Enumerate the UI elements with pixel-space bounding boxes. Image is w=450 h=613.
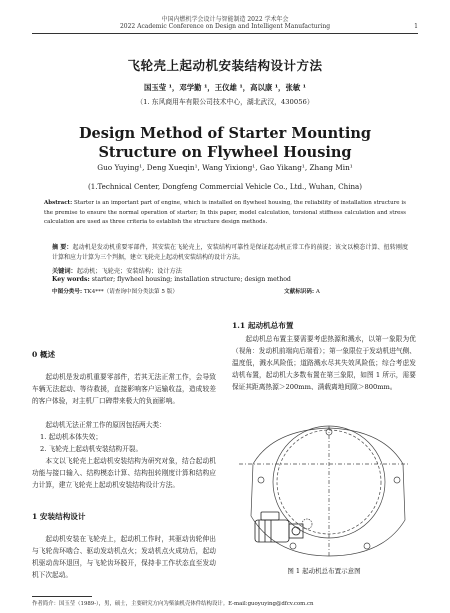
keywords-en-label: Key words:: [52, 276, 90, 283]
section-heading: 1 安装结构设计: [32, 512, 86, 521]
section-1-paragraph-1: 起动机安装在飞轮壳上，起动机工作时，其驱动齿轮伸出与飞轮齿环啮合、驱动发动机点火；发动机点火成功后，起动机驱动齿环退回，与飞轮齿环脱开，保持非工作状态直至发动机下次起动。: [32, 535, 216, 579]
section-1-heading: [32, 511, 216, 524]
section-1-1-paragraph-1: 起动机总布置主要需要考虑热源和溅水，以第一象限为优（视角：发动机前端向后端看）；第一象限位于发动机进气侧、温度低，溅水风险低；道路溅水尽其失效风险低；综合考虑发动机布置，起动机大多数布置在第三象限，如图 1 所示，需要保证其距离热源＞200mm、满载离地间隙＞800mm。: [232, 335, 416, 391]
abstract-en-text: Starter is an important part of engine, which is installed on flywheel housing, the reliability of installation structure is the premise to ensure the normal operation of starter; In this paper, model calculation, torsional stiffness calculation and stress calculation are used as three criteria to establish the structure design methods.: [44, 200, 406, 226]
footnote-rule: [32, 596, 92, 597]
document-code: [284, 287, 424, 295]
paper-title-en: Design Method of Starter Mounting Structure on Flywheel Housing: [78, 125, 372, 161]
abstract-cn-text: 起动机是发动机重要零部件，其安装在飞轮壳上，安装结构可靠性是保证起动机正常工作的前提；该文以模态计算、扭转刚度计算和应力计算为三个判据，建立飞轮壳上起动机安装结构的设计方法。: [52, 244, 408, 261]
header-rule: [32, 33, 418, 34]
section-1-1-heading: [232, 320, 416, 333]
section-0-list-item-1: 1. 起动机本体失效；: [40, 433, 103, 441]
abstract-cn-label: 摘 要：: [52, 244, 73, 251]
bolt-hole: [394, 477, 400, 483]
page-number: 1: [414, 23, 418, 30]
affiliation-en: (1.Technical Center, Dongfeng Commercial Vehicle Co., Ltd., Wuhan, China): [87, 182, 363, 191]
keywords-cn-text: 起动机；飞轮壳；安装结构；设计方法: [76, 268, 182, 275]
abstract-cn: [52, 243, 408, 262]
clc-label: 中图分类号:: [52, 289, 83, 295]
clc-number: [52, 287, 262, 295]
section-heading: 0 概述: [32, 350, 56, 359]
figure-1-starter-layout: [233, 424, 415, 560]
authors-en: Guo Yuying¹, Deng Xueqin¹, Wang Yixiong¹, Gao Yikang¹, Zhang Min¹: [97, 163, 353, 172]
figure-1-caption: 图 1 起动机总布置示意图: [287, 567, 361, 575]
abstract-en-label: Abstract:: [44, 200, 73, 206]
keywords-en-text: starter; flywheel housing; installation structure; design method: [89, 276, 291, 283]
author-footnote: 作者简介：国玉莹（1989-），男，硕士，主要研究方向为柴油机壳体件结构设计。E-mail:guoyuying@dfcv.com.cn: [32, 601, 314, 607]
bolt-hole: [364, 543, 370, 549]
starter-motor: [255, 512, 303, 542]
section-0-paragraph-1: 起动机是发动机重要零部件，若其无法正常工作，会导致车辆无法起动、等待救援，直接影响客户运输收益，造成较差的客户体验，对主机厂口碑带来极大的负面影响。: [32, 373, 216, 405]
paper-title-cn: 飞轮壳上起动机安装结构设计方法: [127, 58, 323, 73]
clc-text: TK4***（请查询中图分类法第 5 版）: [82, 289, 178, 295]
bolt-hole: [290, 543, 296, 549]
keywords-cn: [52, 266, 408, 275]
affiliation-cn: （1. 东风商用车有限公司技术中心，湖北武汉，430056）: [136, 98, 314, 106]
authors-cn: 国玉莹 ¹，邓学勤 ¹，王仪雄 ¹，高以康 ¹，张敏 ¹: [143, 83, 307, 92]
keywords-cn-label: 关键词：: [52, 268, 77, 275]
keywords-en: [52, 276, 408, 283]
bolt-hole: [258, 477, 264, 483]
abstract-en: [44, 199, 406, 228]
section-0-paragraph-2: 起动机无法正常工作的原因包括两大类：: [45, 421, 166, 429]
doc-code-text: A: [314, 289, 320, 295]
running-head-en: 2022 Academic Conference on Design and Intelligent Manufacturing: [119, 23, 331, 30]
section-0-list-item-2: 2. 飞轮壳上起动机安装结构开裂。: [40, 445, 143, 453]
running-head-cn: 中国内燃机学会设计与智能制造 2022 学术年会: [161, 16, 289, 23]
section-0-paragraph-3: 本文以飞轮壳上起动机安装结构为研究对象，结合起动机功能与接口输入、结构模态计算、结构扭转刚度计算和结构应力计算，建立飞轮壳上起动机安装结构设计方法。: [32, 457, 216, 489]
section-0-heading: [32, 349, 216, 362]
section-heading: 1.1 起动机总布置: [232, 321, 294, 330]
pinion-gear: [302, 519, 312, 529]
doc-code-label: 文献标识码:: [284, 289, 315, 295]
